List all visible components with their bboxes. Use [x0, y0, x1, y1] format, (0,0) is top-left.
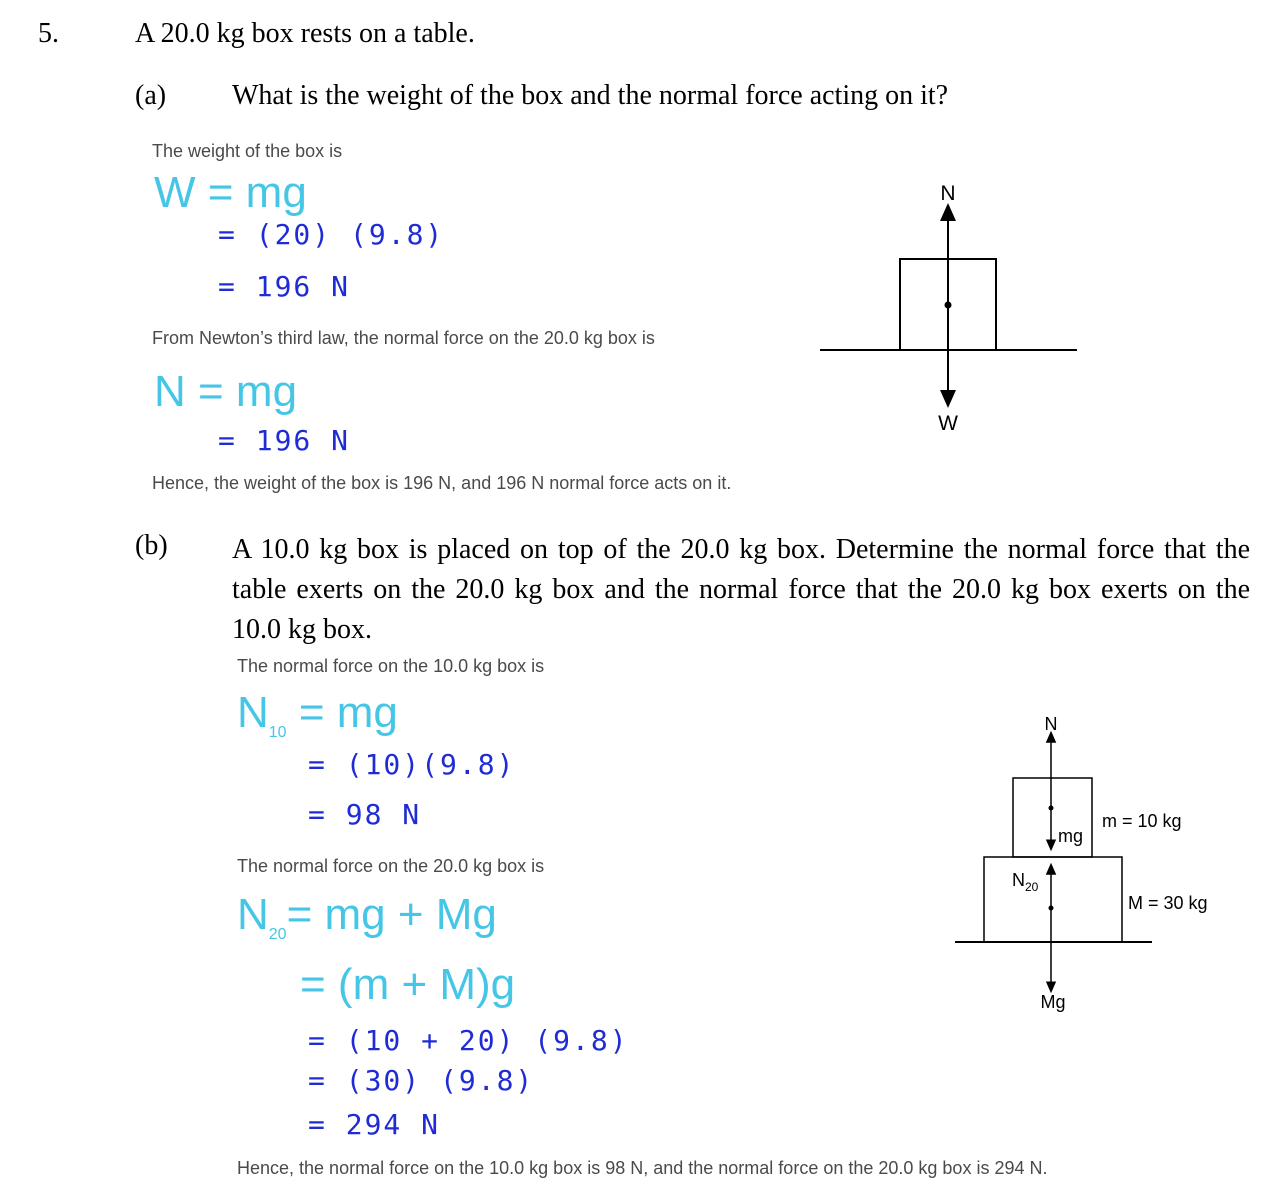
n20-line-2: = (m + M)g — [300, 960, 516, 1009]
weight-intro: The weight of the box is — [152, 141, 343, 161]
diagram-a-top-label: N — [940, 182, 956, 205]
diagram-b-n20-symbol: N — [1012, 870, 1025, 890]
diagram-b-n20-label — [1012, 870, 1039, 894]
n20-step-3: = 294 N — [308, 1108, 441, 1141]
n20-subscript: 20 — [268, 926, 287, 943]
n20-rhs: = mg + Mg — [286, 890, 497, 939]
free-body-diagram-a — [815, 178, 1085, 440]
diagram-a-bottom-label: W — [938, 412, 958, 435]
weight-step-1: = (20) (9.8) — [218, 218, 445, 251]
n10-intro: The normal force on the 10.0 kg box is — [237, 656, 545, 676]
n10-formula — [237, 688, 398, 742]
box-large — [984, 857, 1122, 942]
n20-step-1: = (10 + 20) (9.8) — [308, 1024, 629, 1057]
n10-symbol: N — [237, 688, 269, 737]
n10-step-1: = (10)(9.8) — [308, 748, 516, 781]
part-a-question: What is the weight of the box and the normal force acting on it? — [232, 80, 949, 111]
n10-subscript: 10 — [268, 724, 287, 741]
small-mass-label: m = 10 kg — [1102, 811, 1182, 831]
diagram-b-mg-label: mg — [1058, 826, 1084, 846]
weight-step-2: = 196 N — [218, 270, 351, 303]
large-mass-label: M = 30 kg — [1128, 893, 1208, 913]
question-number: 5. — [38, 18, 59, 49]
diagram-b-n20-subscript: 20 — [1025, 880, 1039, 894]
n20-step-2: = (30) (9.8) — [308, 1064, 535, 1097]
center-dot — [945, 302, 952, 309]
part-b-conclusion: Hence, the normal force on the 10.0 kg box is 98 N, and the normal force on the 20.0 kg box is 294 N. — [237, 1158, 1048, 1178]
n20-symbol: N — [237, 890, 269, 939]
large-box-center-dot — [1049, 906, 1054, 911]
n10-step-2: = 98 N — [308, 798, 422, 831]
question-text: A 20.0 kg box rests on a table. — [135, 18, 475, 49]
diagram-b-top-label: N — [1044, 714, 1058, 734]
part-b-question: A 10.0 kg box is placed on top of the 20.0 kg box. Determine the normal force that the table exerts on the 20.0 kg box and the normal force that the 20.0 kg box exerts on the 10.0 kg box. — [232, 534, 1250, 645]
n20-formula — [237, 890, 497, 944]
part-a-conclusion: Hence, the weight of the box is 196 N, and 196 N normal force acts on it. — [152, 473, 732, 493]
part-b-label: (b) — [135, 530, 168, 561]
normal-step-1: = 196 N — [218, 424, 351, 457]
small-box-center-dot — [1049, 806, 1054, 811]
normal-formula: N = mg — [154, 367, 298, 416]
part-a-label: (a) — [135, 80, 167, 111]
diagram-b-bottom-label: Mg — [1040, 992, 1066, 1012]
weight-formula: W = mg — [154, 168, 307, 217]
normal-intro: From Newton’s third law, the normal force on the 20.0 kg box is — [152, 328, 655, 348]
free-body-diagram-b — [950, 708, 1240, 1014]
n10-rhs: = mg — [298, 688, 398, 737]
n20-intro: The normal force on the 20.0 kg box is — [237, 856, 545, 876]
